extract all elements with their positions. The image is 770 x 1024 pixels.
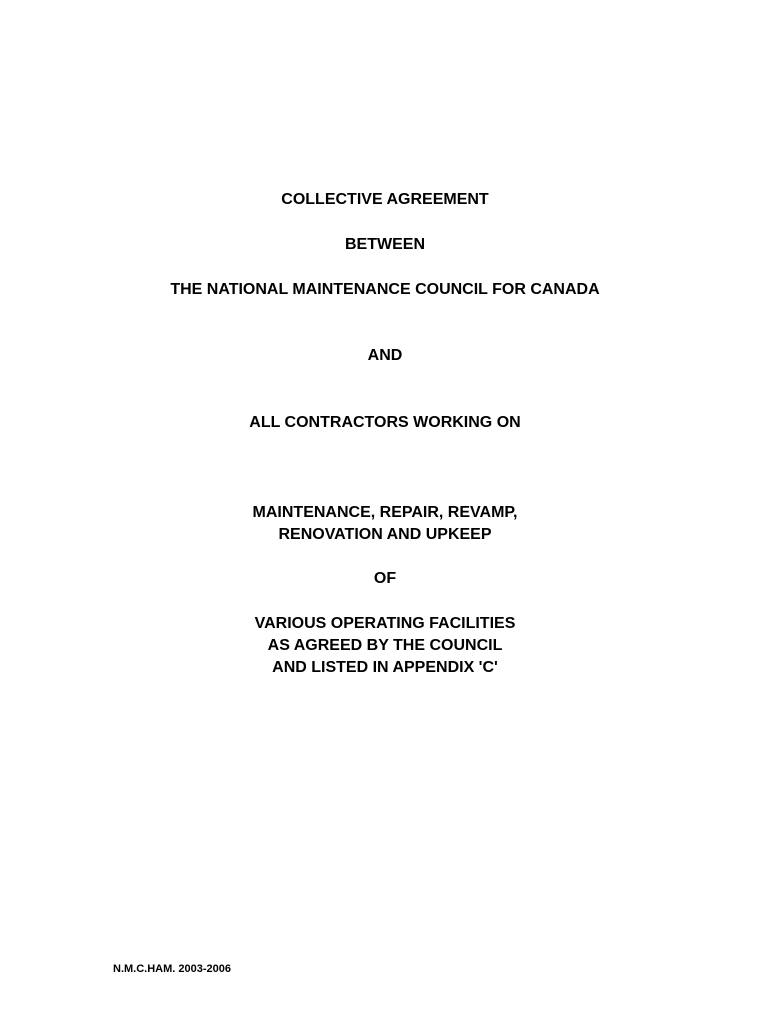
- facilities-line: AND LISTED IN APPENDIX 'C': [272, 659, 498, 676]
- party-one: THE NATIONAL MAINTENANCE COUNCIL FOR CANADA: [170, 281, 600, 298]
- footer-reference: N.M.C.HAM. 2003-2006: [113, 963, 231, 975]
- scope-line: MAINTENANCE, REPAIR, REVAMP,: [252, 504, 518, 521]
- facilities-line: AS AGREED BY THE COUNCIL: [267, 637, 503, 654]
- party-two: ALL CONTRACTORS WORKING ON: [249, 414, 521, 431]
- of-label: OF: [373, 570, 397, 587]
- document-title: COLLECTIVE AGREEMENT: [281, 191, 489, 208]
- and-label: AND: [367, 347, 403, 364]
- between-label: BETWEEN: [345, 236, 425, 253]
- facilities-line: VARIOUS OPERATING FACILITIES: [254, 615, 516, 632]
- scope-line: RENOVATION AND UPKEEP: [278, 526, 492, 543]
